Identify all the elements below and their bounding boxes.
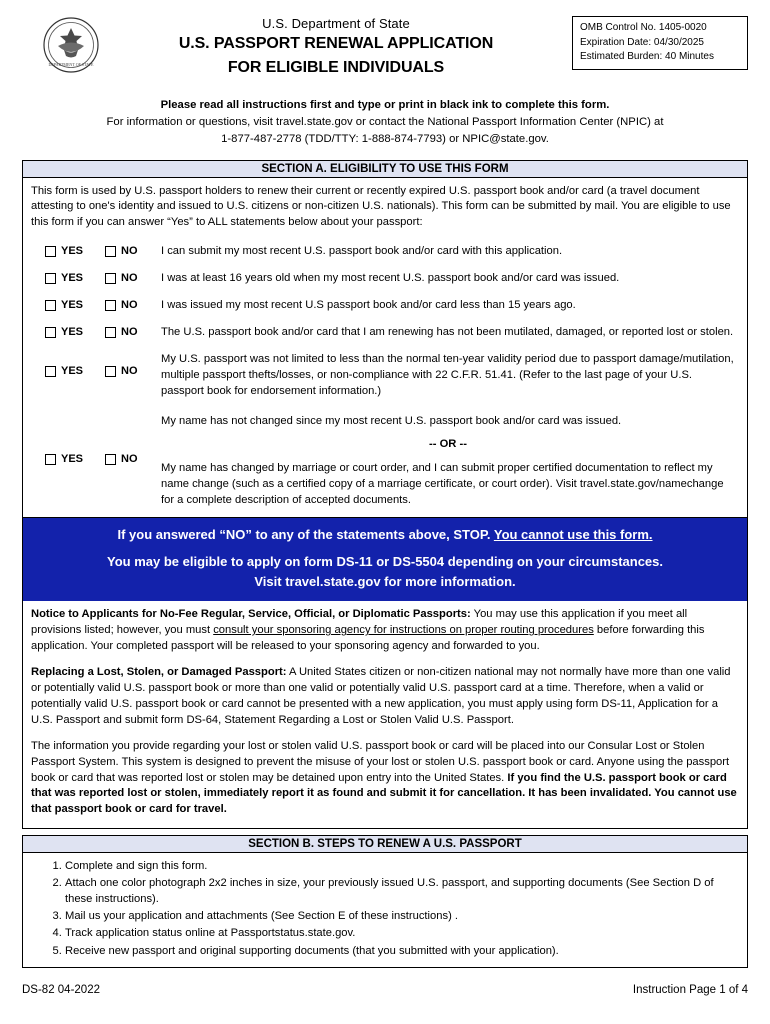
question-text-3: I was issued my most recent U.S passport book and/or card less than 15 years ago. <box>161 298 576 311</box>
notice-3-text: The information you provide regarding your lost or stolen valid U.S. passport book or card will be placed into our Consular Lost or Stolen Passport System. This system is designed to prevent the misuse of your lost or stolen U.S. passport book or card. Anyone using the passport book or card that was reported lost or stolen may be detained upon entry into the United States. <box>31 740 730 784</box>
name-unchanged-text: My name has not changed since my most recent U.S. passport book and/or card was issued. <box>161 414 622 427</box>
checkbox-yes-icon[interactable] <box>45 366 56 377</box>
notice-paragraph-1 <box>31 607 739 654</box>
no-option-6[interactable] <box>105 452 138 467</box>
no-label: NO <box>121 245 138 258</box>
department-name: U.S. Department of State <box>262 16 410 31</box>
notice-2-heading: Replacing a Lost, Stolen, or Damaged Passport: <box>31 666 287 679</box>
or-separator: -- OR -- <box>429 438 467 451</box>
checkbox-no-icon[interactable] <box>105 300 116 311</box>
alert-line-1-prefix: If you answered “NO” to any of the statements above, STOP. <box>117 527 494 543</box>
no-option-4[interactable] <box>105 325 138 340</box>
alert-line-2: You may be eligible to apply on form DS-11 or DS-5504 depending on your circumstances. <box>107 554 663 570</box>
notice-1-heading: Notice to Applicants for No-Fee Regular, Service, Official, or Diplomatic Passports: <box>31 608 471 621</box>
checkbox-no-icon[interactable] <box>105 327 116 338</box>
no-label: NO <box>121 325 138 338</box>
question-text-4: The U.S. passport book and/or card that I am renewing has not been mutilated, damaged, or reported lost or stolen. <box>161 325 734 338</box>
form-id: DS-82 04-2022 <box>22 984 100 996</box>
no-option-5[interactable] <box>105 364 138 379</box>
alert-line-1-emphasis: You cannot use this form. <box>493 527 653 543</box>
no-option-3[interactable] <box>105 298 138 313</box>
instructions-block <box>22 97 748 148</box>
notice-2-text: A United States citizen or non-citizen national may not normally have more than one valid or potentially valid U.S. passport book or more than one valid or potentially valid U.S. passport card at a time. Therefore, when a valid or potentially valid U.S. passport book or card cannot be presented with a new application, you must apply using form DS-11, Application for a U.S. Passport and submit form DS-64, Statement Regarding a Lost or Stolen Valid U.S. Passport. <box>31 666 731 726</box>
yes-option-4[interactable] <box>45 325 83 340</box>
list-item: 3. Mail us your application and attachments (See Section E of these instructions) . <box>65 908 739 924</box>
yes-no-group <box>31 414 161 467</box>
omb-estimated-burden: Estimated Burden: 40 Minutes <box>580 51 714 62</box>
list-item: 2. Attach one color photograph 2x2 inches in size, your previously issued U.S. passport, and supporting documents (See Section D of these instructions). <box>65 875 739 907</box>
yes-option-1[interactable] <box>45 244 83 259</box>
list-item: 4. Track application status online at Passportstatus.state.gov. <box>65 925 739 941</box>
checkbox-no-icon[interactable] <box>105 246 116 257</box>
checkbox-yes-icon[interactable] <box>45 273 56 284</box>
checkbox-no-icon[interactable] <box>105 273 116 284</box>
checkbox-no-icon[interactable] <box>105 454 116 465</box>
checkbox-yes-icon[interactable] <box>45 327 56 338</box>
omb-expiration-date: Expiration Date: 04/30/2025 <box>580 36 704 48</box>
list-item: 5. Receive new passport and original supporting documents (that you submitted with your application). <box>65 943 739 959</box>
section-b-heading: SECTION B. STEPS TO RENEW A U.S. PASSPORT <box>22 835 748 852</box>
yes-no-group <box>31 352 161 379</box>
section-a-intro: This form is used by U.S. passport holders to renew their current or recently expired U.S. passport book and/or card (a travel document attesting to one's identity and issued to U.S. citizens or non-citizen U.S. nationals). This form can be submitted by mail. You are eligible to use this form if you can answer “Yes” to ALL statements below about your passport: <box>31 184 731 228</box>
no-label: NO <box>121 452 138 465</box>
yes-label: YES <box>61 325 84 338</box>
notice-paragraph-3 <box>31 739 739 817</box>
notice-1-underline: consult your sponsoring agency for instructions on proper routing procedures <box>213 624 594 637</box>
alert-spacer <box>33 545 737 552</box>
notice-block <box>22 601 748 828</box>
name-changed-text: My name has changed by marriage or court order, and I can submit proper certified documentation to reflect my name change (such as a certified copy of a marriage certificate, or court order). Visit travel.state.gov/namechange for a complete description of accepted documents. <box>161 462 724 507</box>
instructions-line-2: For information or questions, visit travel.state.gov or contact the National Passport Information Center (NPIC) at <box>106 115 664 128</box>
no-label: NO <box>121 298 138 311</box>
alert-line-3: Visit travel.state.gov for more information. <box>254 574 516 590</box>
yes-label: YES <box>61 452 84 465</box>
yes-label: YES <box>61 298 84 311</box>
instructions-line-3: 1-877-487-2778 (TDD/TTY: 1-888-874-7793) or NPIC@state.gov. <box>221 132 549 145</box>
checkbox-yes-icon[interactable] <box>45 454 56 465</box>
question-text-2: I was at least 16 years old when my most recent U.S. passport book and/or card was issued. <box>161 272 620 285</box>
eligibility-question-row <box>31 325 739 341</box>
eligibility-question-row-name-change <box>31 414 739 510</box>
title-block <box>100 14 572 77</box>
no-label: NO <box>121 364 138 377</box>
svg-text:DEPARTMENT OF STATE: DEPARTMENT OF STATE <box>48 62 94 67</box>
section-a-body <box>22 177 748 518</box>
notice-3-emphasis: If you find the U.S. passport book or card that was reported lost or stolen, immediately report it as found and submit it for cancellation. It has been invalidated. You cannot use that passport book or card for travel. <box>31 771 737 815</box>
question-text-5: My U.S. passport was not limited to less than the normal ten-year validity period due to passport damage/mutilation, multiple passport thefts/losses, or non-compliance with 22 C.F.R. 51.41. (Refer to the last page of your U.S. passport book for endorsement information.) <box>161 352 734 397</box>
instructions-line-1: Please read all instructions first and type or print in black ink to complete this form. <box>160 99 610 111</box>
notice-paragraph-2 <box>31 665 739 728</box>
checkbox-no-icon[interactable] <box>105 366 116 377</box>
checkbox-yes-icon[interactable] <box>45 300 56 311</box>
eligibility-question-row <box>31 271 739 287</box>
form-title-line1: U.S. PASSPORT RENEWAL APPLICATION <box>178 35 494 52</box>
question-text-6 <box>161 414 739 510</box>
stop-alert-banner <box>22 518 748 601</box>
yes-option-5[interactable] <box>45 364 83 379</box>
alert-line-1 <box>33 525 737 545</box>
yes-no-group <box>31 271 161 286</box>
yes-no-group <box>31 244 161 259</box>
no-option-1[interactable] <box>105 244 138 259</box>
yes-option-3[interactable] <box>45 298 83 313</box>
omb-control-number: OMB Control No. 1405-0020 <box>580 22 707 33</box>
yes-option-2[interactable] <box>45 271 83 286</box>
no-option-2[interactable] <box>105 271 138 286</box>
form-title-line2: FOR ELIGIBLE INDIVIDUALS <box>227 59 445 76</box>
state-department-seal-icon <box>42 16 100 74</box>
yes-label: YES <box>61 364 84 377</box>
eligibility-question-row <box>31 298 739 314</box>
yes-label: YES <box>61 272 84 285</box>
omb-box <box>572 16 748 70</box>
yes-no-group <box>31 298 161 313</box>
yes-option-6[interactable] <box>45 452 83 467</box>
yes-no-group <box>31 325 161 340</box>
eligibility-question-row <box>31 244 739 260</box>
question-text-1: I can submit my most recent U.S. passport book and/or card with this application. <box>161 245 563 258</box>
page-number: Instruction Page 1 of 4 <box>632 984 748 996</box>
notice-1-text-b: before forwarding this application. Your completed passport will be released to your sponsoring agency and forwarded to you. <box>31 624 705 652</box>
notice-1-text-a: You may use this application if you meet all provisions listed; however, you must <box>31 608 688 637</box>
yes-label: YES <box>61 245 84 258</box>
steps-list <box>31 858 739 959</box>
no-label: NO <box>121 272 138 285</box>
eligibility-question-row <box>31 352 739 400</box>
section-b-body <box>22 852 748 968</box>
list-item: 1. Complete and sign this form. <box>65 858 739 874</box>
section-a-heading: SECTION A. ELIGIBILITY TO USE THIS FORM <box>22 160 748 177</box>
document-header <box>22 14 748 77</box>
checkbox-yes-icon[interactable] <box>45 246 56 257</box>
document-footer <box>22 984 748 996</box>
